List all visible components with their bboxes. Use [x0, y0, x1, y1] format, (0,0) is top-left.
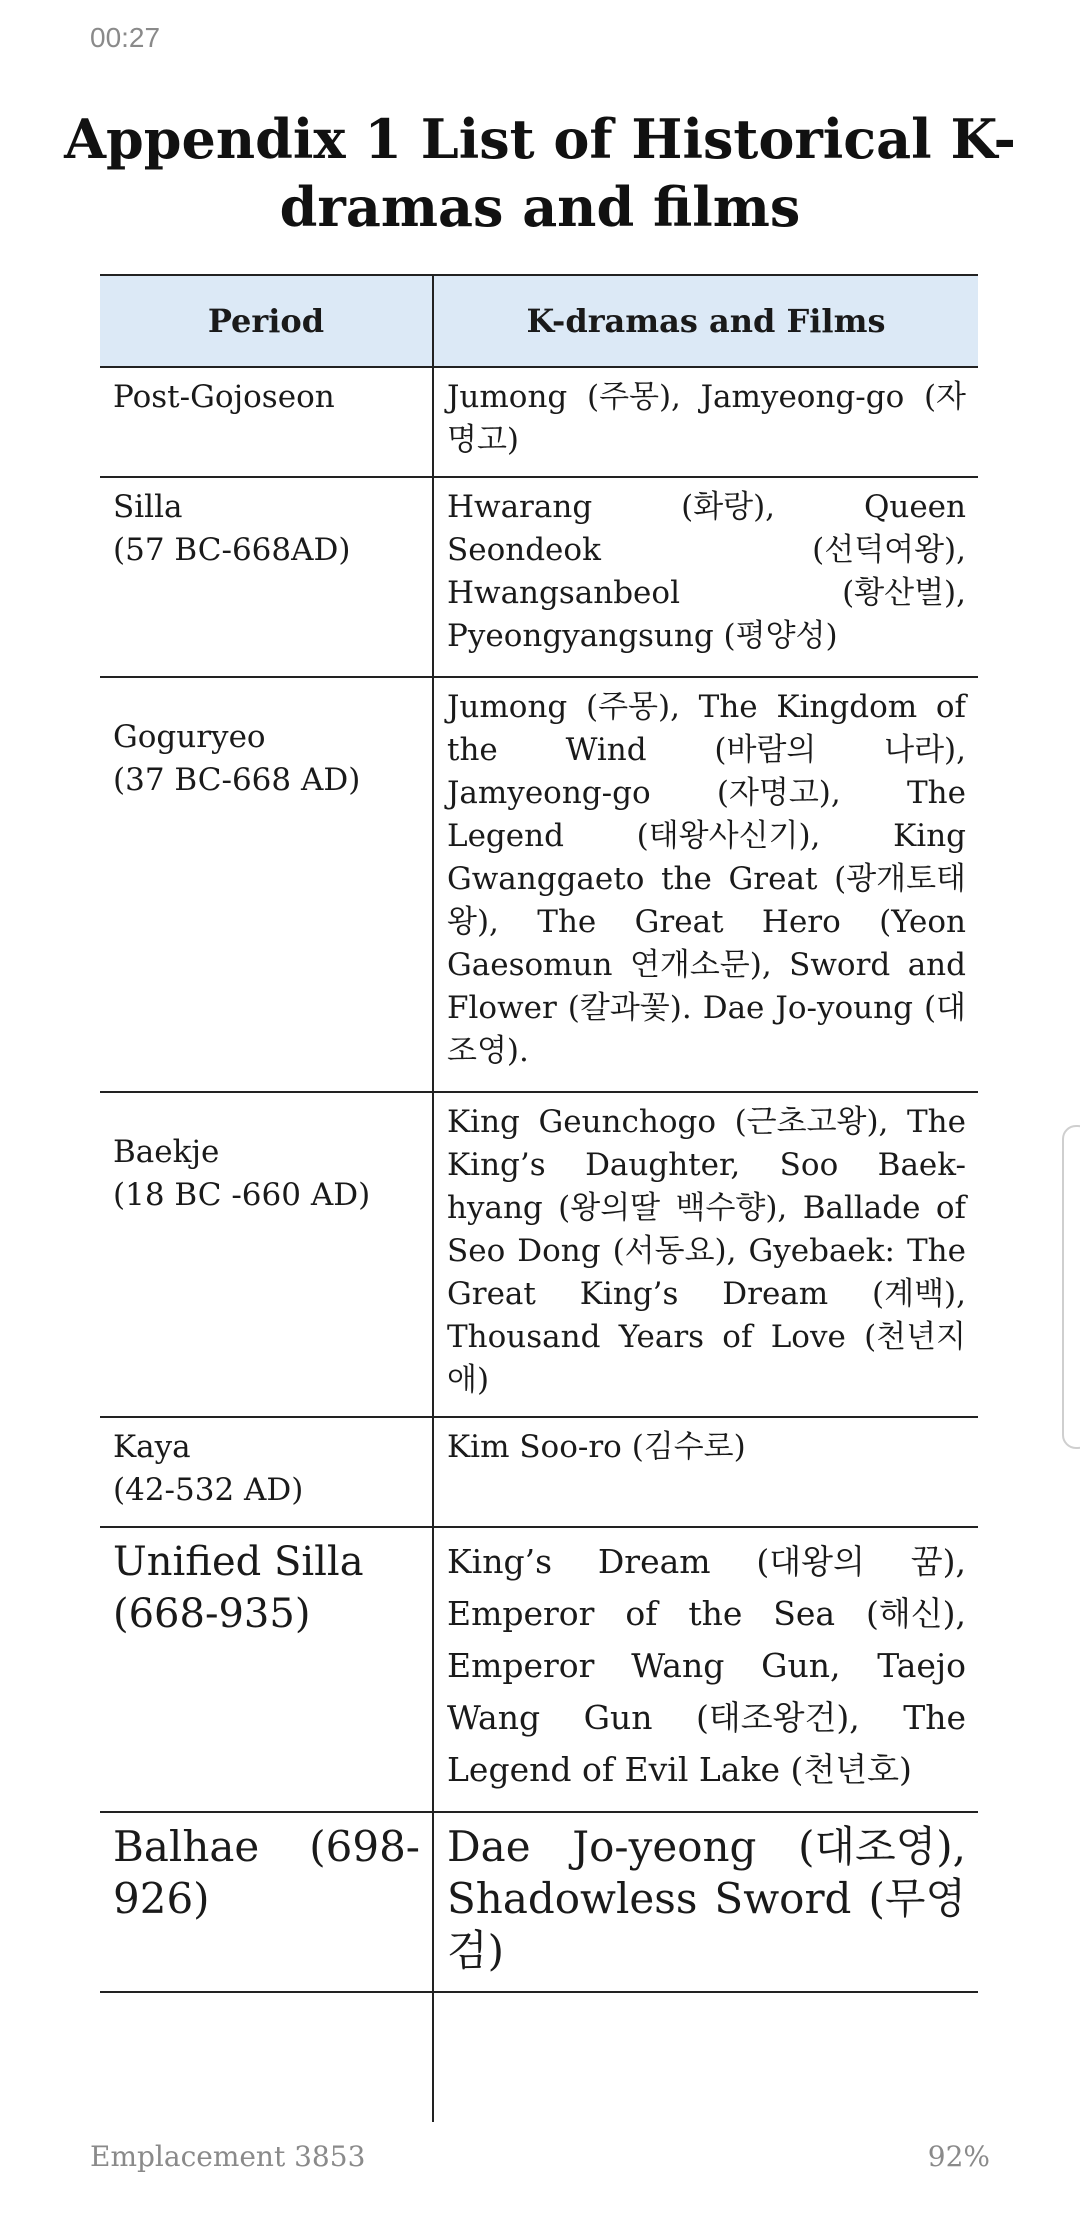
films-cell: King’s Dream (대왕의 꿈), Emperor of the Sea (해신), Emperor Wang Gun, Taejo Wang Gun (태조왕건), The Legend of Evil Lake (천년호) [433, 1527, 978, 1812]
header-period: Period [100, 275, 433, 367]
page-title: Appendix 1 List of Historical K-dramas and films [64, 107, 1016, 239]
table-header-row [100, 275, 978, 367]
period-cell: Balhae (698-926) [100, 1812, 433, 1992]
table-row [100, 477, 978, 677]
dramas-table [100, 274, 978, 1993]
films-cell: Hwarang (화랑), Queen Seondeok (선덕여왕), Hwangsanbeol (황산벌), Pyeongyangsung (평양성) [433, 477, 978, 677]
films-cell: Dae Jo-yeong (대조영), Shadowless Sword (무영검) [433, 1812, 978, 1992]
table-row [100, 677, 978, 1092]
period-cell: Post-Gojoseon [100, 367, 433, 477]
table-row [100, 1092, 978, 1417]
films-cell: Jumong (주몽), The Kingdom of the Wind (바람의 나라), Jamyeong-go (자명고), The Legend (태왕사신기), King Gwanggaeto the Great (광개토태왕), The Great Hero (Yeon Gaesomun 연개소문), Sword and Flower (칼과꽃). Dae Jo-young (대조영). [433, 677, 978, 1092]
table-row [100, 367, 978, 477]
table-row [100, 1812, 978, 1992]
films-cell: King Geunchogo (근초고왕), The King’s Daughter, Soo Baek-hyang (왕의딸 백수향), Ballade of Seo Dong (서동요), Gyebaek: The Great King’s Dream (계백), Thousand Years of Love (천년지애) [433, 1092, 978, 1417]
period-cell: Kaya (42-532 AD) [100, 1417, 433, 1527]
table-column-divider [432, 1992, 434, 2122]
reading-location: Emplacement 3853 [90, 2140, 366, 2173]
scroll-handle[interactable] [1062, 1125, 1080, 1449]
status-time: 00:27 [90, 22, 161, 53]
table-row [100, 1527, 978, 1812]
period-cell: Silla (57 BC-668AD) [100, 477, 433, 677]
films-cell: Jumong (주몽), Jamyeong-go (자명고) [433, 367, 978, 477]
films-cell: Kim Soo-ro (김수로) [433, 1417, 978, 1527]
table-row [100, 1417, 978, 1527]
reading-progress: 92% [927, 2140, 990, 2173]
period-cell: Unified Silla (668-935) [100, 1527, 433, 1812]
period-cell: Baekje (18 BC -660 AD) [100, 1092, 433, 1417]
header-films: K-dramas and Films [433, 275, 978, 367]
period-cell: Goguryeo (37 BC-668 AD) [100, 677, 433, 1092]
